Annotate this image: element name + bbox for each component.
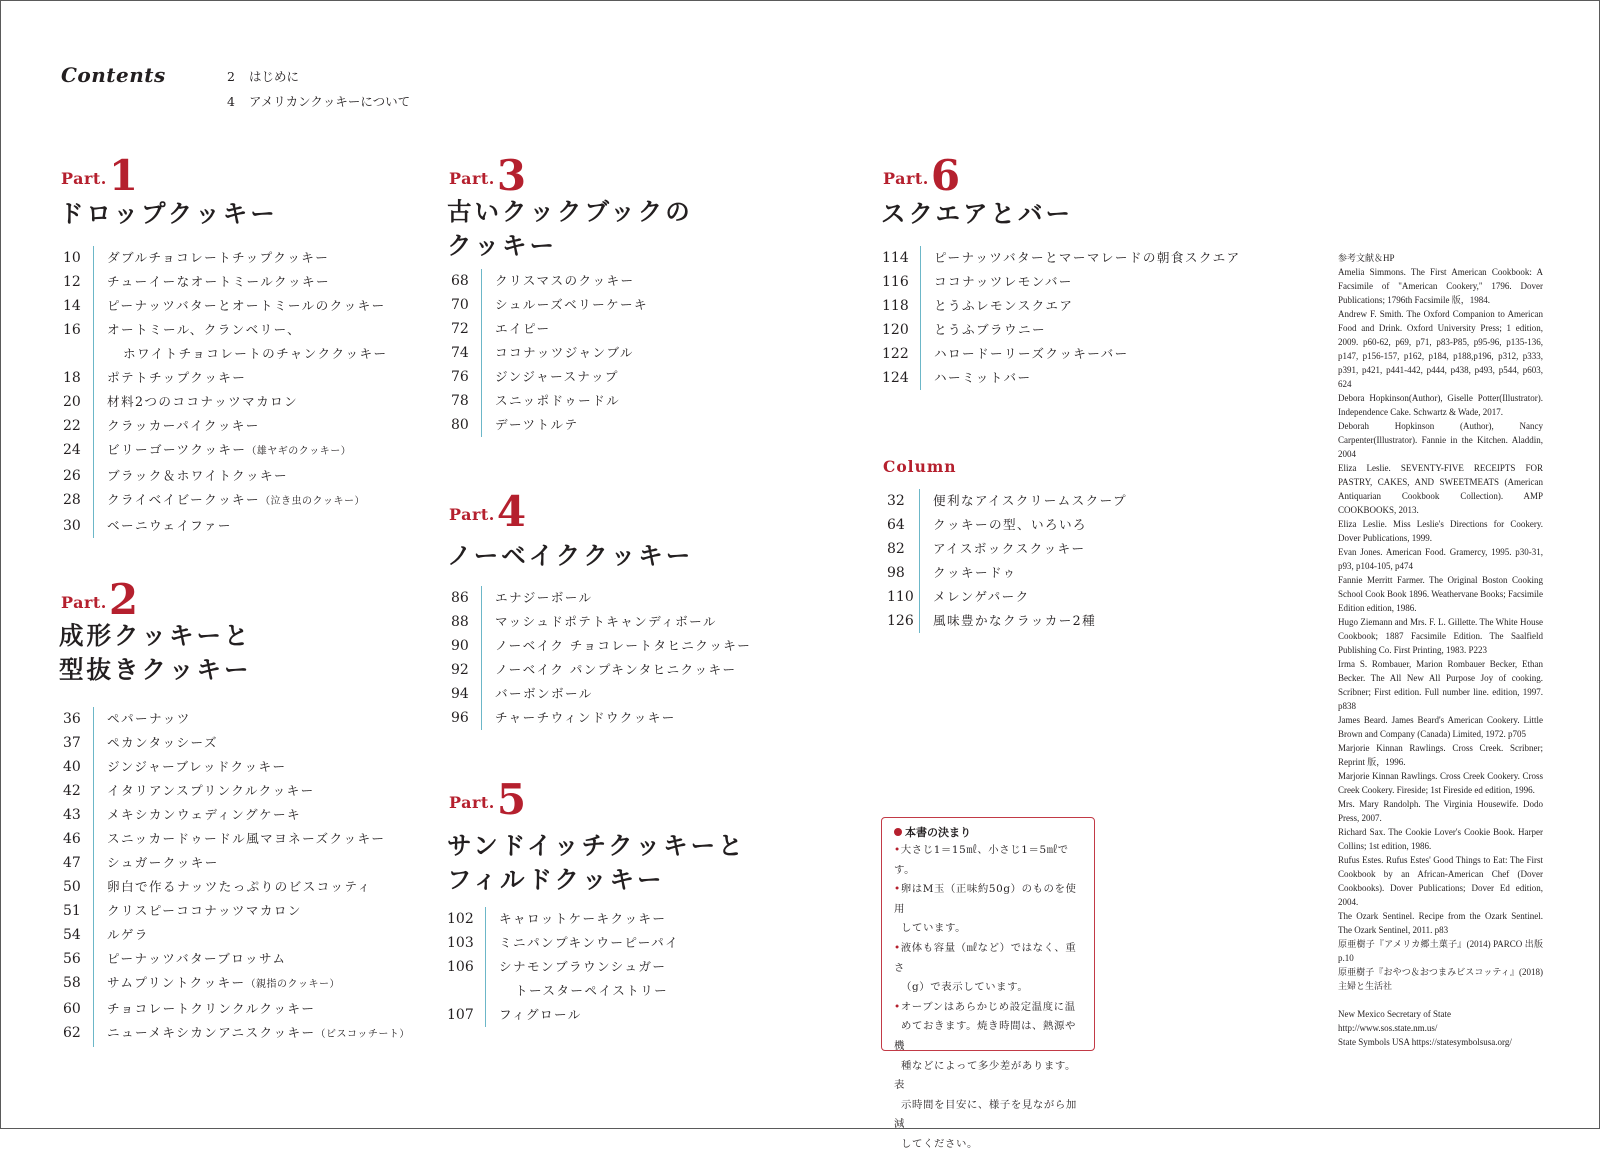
toc-entry (63, 366, 388, 390)
entry-title: トースターペイストリー (515, 983, 669, 998)
toc-entry (63, 731, 410, 755)
toc-entry (451, 706, 751, 730)
entry-title: とうふブラウニー (934, 322, 1046, 337)
contents-title: Contents (61, 63, 166, 87)
rule-line: •大さじ1＝15㎖、小さじ1＝5㎖です。 (894, 844, 1069, 876)
page-number: 103 (447, 935, 474, 951)
page-number: 122 (882, 346, 909, 362)
page-number: 28 (63, 492, 81, 508)
toc-entry (887, 489, 1127, 513)
page-number: 74 (451, 345, 469, 361)
toc-entry (447, 955, 679, 979)
toc-entry (63, 947, 410, 971)
toc-entry (887, 537, 1127, 561)
entry-title: クリスマスのクッキー (495, 273, 635, 288)
rule-line: 示時間を目安に、様子を見ながら加減 (894, 1098, 1077, 1131)
page-number: 62 (63, 1025, 81, 1041)
entry-title: ハロードーリーズクッキーバー (934, 346, 1129, 361)
part-1-label: Part.1 (61, 151, 139, 200)
entry-title: マッシュドポテトキャンディボール (495, 614, 717, 629)
entry-title: ココナッツレモンバー (934, 274, 1073, 289)
toc-entry (451, 586, 751, 610)
reference-entry: 原亜樹子『アメリカ郷土菓子』(2014) PARCO 出版 p.10 (1338, 939, 1543, 963)
reference-entry: Mrs. Mary Randolph. The Virginia Housewife. Dodo Press, 2007. (1338, 799, 1543, 823)
part-4-label: Part.4 (449, 487, 527, 536)
page-number: 12 (63, 274, 81, 290)
page-number: 82 (887, 541, 905, 557)
part-2-title: 成形クッキーと 型抜きクッキー (59, 621, 252, 684)
entry-title: エナジーボール (495, 590, 593, 605)
bullet-dot-icon (894, 828, 902, 836)
page-number: 58 (63, 975, 81, 991)
entry-title: デーツトルテ (495, 417, 579, 432)
toc-entry (63, 488, 388, 514)
reference-entry: Fannie Merritt Farmer. The Original Boston Cooking School Cook Book 1896. Weathervane Books; Facsimile Edition edition, 1986. (1338, 575, 1543, 613)
toc-entry (451, 413, 648, 437)
entry-title: クッキードゥ (933, 565, 1017, 580)
part-3-list (451, 269, 648, 437)
entry-title: メキシカンウェディングケーキ (107, 807, 302, 822)
toc-entry (63, 923, 410, 947)
part-1-title: ドロップクッキー (59, 199, 278, 228)
reference-entry: Deborah Hopkinson (Author), Nancy Carpenter(Illustrator). Fannie in the Kitchen. Aladdin, 2004 (1338, 421, 1543, 459)
part-5-title: サンドイッチクッキーと フィルドクッキー (447, 831, 746, 894)
entry-title: ノーベイク チョコレートタヒニクッキー (495, 638, 752, 653)
page-number: 14 (63, 298, 81, 314)
page-number: 106 (447, 959, 474, 975)
reference-entry: Richard Sax. The Cookie Lover's Cookie Book. Harper Collins; 1st edition, 1986. (1338, 827, 1543, 851)
entry-title: アイスボックスクッキー (933, 541, 1086, 556)
entry-title: チューイーなオートミールクッキー (107, 274, 331, 289)
rule-line: 種などによって多少差があります。表 (894, 1059, 1077, 1092)
part-4-list (451, 586, 751, 730)
entry-title: フィグロール (499, 1007, 582, 1022)
page-number: 32 (887, 493, 905, 509)
entry-title: ペカンタッシーズ (107, 735, 218, 750)
entry-title: シナモンブラウンシュガー (499, 959, 667, 974)
entry-title: ルゲラ (107, 927, 149, 942)
toc-entry (63, 779, 410, 803)
entry-title: シュルーズベリーケーキ (495, 297, 649, 312)
page-number: 107 (447, 1007, 474, 1023)
entry-title: ココナッツジャンブル (495, 345, 634, 360)
entry-title: ピーナッツバターとオートミールのクッキー (107, 298, 386, 313)
toc-entry (451, 317, 648, 341)
entry-title: ピーナッツバターブロッサム (107, 951, 287, 966)
rule-line: •オーブンはあらかじめ設定温度に温 (894, 1000, 1076, 1013)
entry-note: （雄ヤギのクッキー） (246, 446, 352, 457)
part-2-list (63, 707, 410, 1047)
page-number: 98 (887, 565, 905, 581)
page-number: 24 (63, 442, 81, 458)
entry-title: ベーニウェイファー (107, 518, 232, 533)
toc-entry (63, 803, 410, 827)
toc-entry (451, 341, 648, 365)
entry-title: ジンジャースナップ (495, 369, 619, 384)
web-reference: New Mexico Secretary of State (1338, 1009, 1451, 1019)
entry-title: オートミール、クランベリー、 (107, 322, 302, 337)
toc-entry (447, 907, 679, 931)
toc-entry (63, 390, 388, 414)
part-3-label: Part.3 (449, 151, 527, 200)
entry-title: バーボンボール (495, 686, 593, 701)
toc-entry (451, 610, 751, 634)
toc-entry (882, 342, 1241, 366)
page-number: 51 (63, 903, 81, 919)
toc-entry (63, 827, 410, 851)
page-number: 10 (63, 250, 81, 266)
toc-entry (63, 851, 410, 875)
toc-entry (882, 246, 1241, 270)
page-number: 70 (451, 297, 469, 313)
part-6-label: Part.6 (883, 151, 961, 200)
toc-entry (882, 270, 1241, 294)
entry-title: メレンゲパーク (933, 589, 1030, 604)
page-number (63, 342, 107, 366)
page-number: 40 (63, 759, 81, 775)
entry-title: ブラック＆ホワイトクッキー (107, 468, 289, 483)
page-number: 16 (63, 322, 81, 338)
toc-entry (451, 293, 648, 317)
entry-title: シュガークッキー (107, 855, 219, 870)
page-number: 30 (63, 518, 81, 534)
entry-title: ダブルチョコレートチップクッキー (107, 250, 330, 265)
entry-title: スニッカードゥードル風マヨネーズクッキー (107, 831, 386, 846)
reference-entry: Debora Hopkinson(Author), Giselle Potter(Illustrator). Independence Cake. Schwartz & Wade, 2017. (1338, 393, 1543, 417)
toc-entry (63, 246, 388, 270)
page-number: 96 (451, 710, 469, 726)
toc-entry (451, 658, 751, 682)
page-number: 37 (63, 735, 81, 751)
page-number: 120 (882, 322, 909, 338)
page-number: 88 (451, 614, 469, 630)
reference-entry: Amelia Simmons. The First American Cookbook: A Facsimile of "American Cookery," 1796. Dover Publications; 1796th Facsimile 版，1984. (1338, 267, 1543, 305)
reference-entry: Marjorie Kinnan Rawlings. Cross Creek. Scribner; Reprint 版，1996. (1338, 743, 1543, 767)
page-number: 94 (451, 686, 469, 702)
toc-entry (447, 931, 679, 955)
reference-entry: The Ozark Sentinel. Recipe from the Ozark Sentinel. The Ozark Sentinel, 2011. p83 (1338, 911, 1543, 935)
page-number: 116 (882, 274, 909, 290)
page-number: 114 (882, 250, 909, 266)
list-item: 4 アメリカンクッキーについて (227, 94, 411, 109)
toc-entry (882, 294, 1241, 318)
entry-title: 風味豊かなクラッカー2種 (933, 613, 1097, 628)
list-item: 2 はじめに (227, 69, 300, 84)
web-references-list (1338, 1007, 1543, 1049)
toc-entry (63, 1021, 410, 1047)
references (1338, 251, 1543, 1049)
reference-entry: Andrew F. Smith. The Oxford Companion to American Food and Drink. Oxford University Press; 1 edition, 2009. p60-62, p69, p71, p83-P85, p95-96, p135-136, p147, p156-157, p162, p184, p188,p196, p312, p333, p391, p421, p441-442, p444, p438, p493, p544, p603, 624 (1338, 309, 1543, 389)
toc-entry (63, 971, 410, 997)
page-number: 18 (63, 370, 81, 386)
page-number: 72 (451, 321, 469, 337)
toc-entry (63, 875, 410, 899)
reference-entry: Irma S. Rombauer, Marion Rombauer Becker, Ethan Becker. The All New All Purpose Joy of cooking. Scribner; First edition. Full number line. edition, 1997. p838 (1338, 659, 1543, 711)
entry-title: ハーミットバー (934, 370, 1032, 385)
toc-entry (63, 414, 388, 438)
toc-entry (451, 682, 751, 706)
web-reference: State Symbols USA https://statesymbolsusa.org/ (1338, 1037, 1512, 1047)
entry-note: （親指のクッキー） (245, 979, 341, 990)
page-number: 47 (63, 855, 81, 871)
page-number: 42 (63, 783, 81, 799)
entry-note: （ビスコッチート） (315, 1029, 410, 1040)
entry-title: クラッカーパイクッキー (107, 418, 260, 433)
references-list (1338, 265, 1543, 993)
toc-entry (63, 514, 388, 538)
toc-entry (887, 585, 1127, 609)
entry-title: ノーベイク パンプキンタヒニクッキー (495, 662, 737, 677)
entry-title: チャーチウィンドウクッキー (495, 710, 676, 725)
toc-entry (63, 342, 388, 366)
page-number (447, 979, 499, 1003)
page-number: 90 (451, 638, 469, 654)
references-heading: 参考文献＆HP (1338, 253, 1395, 263)
toc-entry (63, 464, 388, 488)
toc-entry (882, 318, 1241, 342)
entry-title: クライベイビークッキー（泣き虫のクッキー） (107, 492, 366, 507)
part-5-list (447, 907, 679, 1027)
rules-box (881, 817, 1095, 1150)
reference-entry: Marjorie Kinnan Rawlings. Cross Creek Cookery. Cross Creek Cookery. Fireside; 1st Fireside ed edition, 1996. (1338, 771, 1543, 795)
entry-title: ニューメキシカンアニスクッキー（ビスコッチート） (107, 1025, 410, 1040)
toc-entry (887, 513, 1127, 537)
reference-entry: Eliza Leslie. SEVENTY-FIVE RECEIPTS FOR PASTRY, CAKES, AND SWEETMEATS (American Antiquarian Cookbook Collection). AMP COOKBOOKS, 2013. (1338, 463, 1543, 515)
toc-entry (63, 997, 410, 1021)
rule-line: •液体も容量（㎖など）ではなく、重さ (894, 941, 1077, 974)
entry-title: ホワイトチョコレートのチャンククッキー (123, 346, 388, 361)
toc-entry (63, 707, 410, 731)
reference-entry: Eliza Leslie. Miss Leslie's Directions for Cookery. Dover Publications, 1999. (1338, 519, 1543, 543)
toc-entry (451, 365, 648, 389)
entry-title: 卵白で作るナッツたっぷりのビスコッティ (107, 879, 372, 894)
page-number: 110 (887, 589, 914, 605)
reference-entry: Hugo Ziemann and Mrs. F. L. Gillette. The White House Cookbook; 1887 Facsimile Edition. The Saalfield Publishing Co. First Printing, 1983. P223 (1338, 617, 1543, 655)
entry-title: サムプリントクッキー（親指のクッキー） (107, 975, 341, 990)
toc-entry (63, 270, 388, 294)
intro-list (227, 64, 410, 114)
part-1-list (63, 246, 388, 538)
entry-title: ジンジャーブレッドクッキー (107, 759, 287, 774)
entry-title: クリスピーココナッツマカロン (107, 903, 302, 918)
page-number: 126 (887, 613, 914, 629)
entry-title: クッキーの型、いろいろ (933, 517, 1087, 532)
page-number: 54 (63, 927, 81, 943)
part-2-label: Part.2 (61, 575, 139, 624)
part-3-title: 古いクックブックの クッキー (447, 197, 693, 260)
rule-line: めておきます。焼き時間は、熱源や機 (894, 1020, 1077, 1052)
entry-title: ペパーナッツ (107, 711, 191, 726)
rule-line: （g）で表示しています。 (901, 981, 1029, 994)
page-number: 20 (63, 394, 81, 410)
page-number: 78 (451, 393, 469, 409)
page-number: 50 (63, 879, 81, 895)
toc-entry (451, 389, 648, 413)
entry-title: ピーナッツバターとマーマレードの朝食スクエア (934, 250, 1241, 265)
toc-entry (63, 438, 388, 464)
reference-entry: James Beard. James Beard's American Cookery. Little Brown and Company (Canada) Limited, 1972. p705 (1338, 715, 1543, 739)
toc-entry (63, 294, 388, 318)
toc-entry (887, 561, 1127, 585)
toc-entry (887, 609, 1127, 633)
page-number: 124 (882, 370, 909, 386)
rule-line: しています。 (901, 922, 967, 935)
toc-entry (451, 269, 648, 293)
page-number: 92 (451, 662, 469, 678)
entry-title: エイピー (495, 321, 551, 336)
toc-entry (63, 755, 410, 779)
column-list (887, 489, 1127, 633)
rule-line: してください。 (901, 1137, 978, 1150)
entry-title: 便利なアイスクリームスクープ (933, 493, 1128, 508)
toc-entry (882, 366, 1241, 390)
column-label: Column (883, 457, 957, 476)
reference-entry: Evan Jones. American Food. Gramercy, 1995. p30-31, p93, p104-105, p474 (1338, 547, 1543, 571)
page-number: 60 (63, 1001, 81, 1017)
page-number: 43 (63, 807, 81, 823)
page-number: 80 (451, 417, 469, 433)
part-4-title: ノーベイククッキー (447, 541, 694, 570)
page-number: 68 (451, 273, 469, 289)
toc-entry (63, 318, 388, 342)
reference-entry: 原亜樹子『おやつ＆おつまみビスコッティ』(2018) 主婦と生活社 (1338, 967, 1543, 991)
page-number: 76 (451, 369, 469, 385)
entry-title: イタリアンスプリンクルクッキー (107, 783, 315, 798)
web-reference: http://www.sos.state.nm.us/ (1338, 1023, 1438, 1033)
page-number: 46 (63, 831, 81, 847)
toc-entry (447, 979, 679, 1003)
page-number: 86 (451, 590, 469, 606)
part-6-list (882, 246, 1241, 390)
entry-title: キャロットケーキクッキー (499, 911, 667, 926)
entry-title: チョコレートクリンクルクッキー (107, 1001, 316, 1016)
rules-title: 本書の決まり (894, 825, 1084, 841)
part-5-label: Part.5 (449, 775, 527, 824)
page-number: 64 (887, 517, 905, 533)
page-number: 118 (882, 298, 909, 314)
entry-title: ビリーゴーツクッキー（雄ヤギのクッキー） (107, 442, 352, 457)
page-number: 36 (63, 711, 81, 727)
toc-entry (63, 899, 410, 923)
rules-list (894, 841, 1084, 1155)
entry-title: ミニパンプキンウーピーパイ (499, 935, 680, 950)
entry-title: スニッポドゥードル (495, 393, 621, 408)
entry-note: （泣き虫のクッキー） (260, 496, 366, 507)
page-number: 56 (63, 951, 81, 967)
entry-title: 材料2つのココナッツマカロン (107, 394, 299, 409)
reference-entry: Rufus Estes. Rufus Estes' Good Things to Eat: The First Cookbook by an African-American Chef (Dover Cookbooks). Dover Publications; Dover Ed edition, 2004. (1338, 855, 1543, 907)
part-6-title: スクエアとバー (881, 199, 1074, 228)
entry-title: ポテトチップクッキー (107, 370, 247, 385)
page-number: 102 (447, 911, 474, 927)
entry-title: とうふレモンスクエア (934, 298, 1074, 313)
page-number: 26 (63, 468, 81, 484)
rule-line: •卵はM玉（正味約50g）のものを使用 (894, 883, 1077, 915)
toc-entry (447, 1003, 679, 1027)
page-number: 22 (63, 418, 81, 434)
toc-entry (451, 634, 751, 658)
